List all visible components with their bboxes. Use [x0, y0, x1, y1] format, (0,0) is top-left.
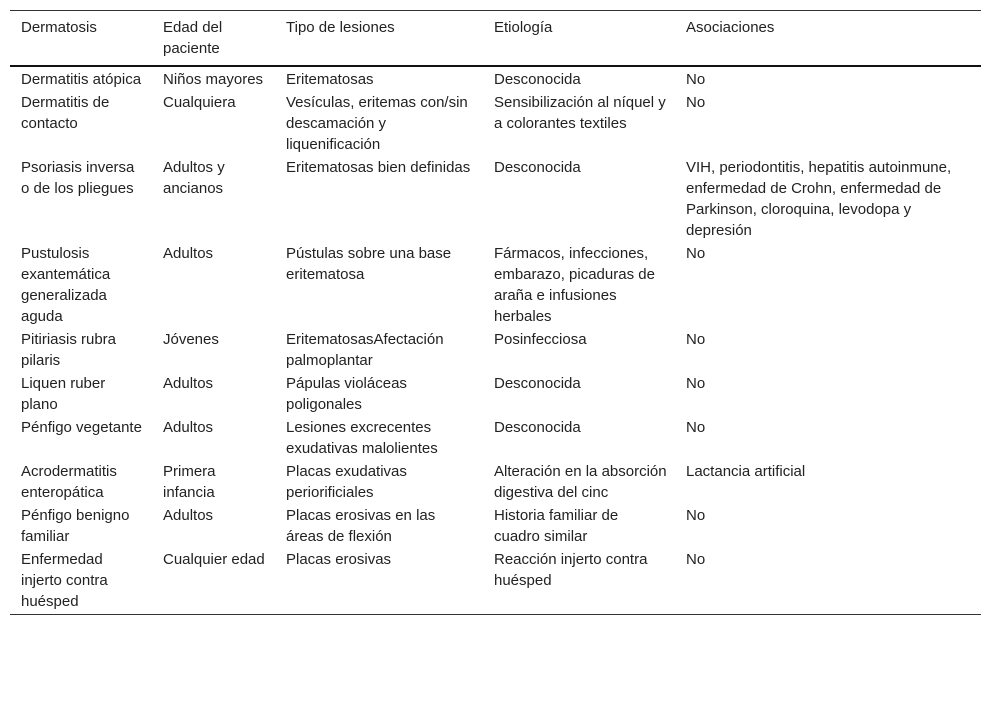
cell-dermatosis: Psoriasis inversa o de los pliegues — [21, 159, 135, 197]
cell-edad: Adultos — [163, 375, 214, 392]
cell-asociaciones: Lactancia artificial — [686, 463, 806, 480]
cell-dermatosis: Enfermedad injerto contra huésped — [21, 551, 108, 610]
cell-edad: Adultos — [163, 419, 214, 436]
cell-etiologia: Posinfecciosa — [494, 331, 587, 348]
cell-dermatosis: Liquen ruber plano — [21, 375, 106, 413]
cell-tipo-lesiones: Placas erosivas — [286, 551, 392, 568]
table-row — [10, 548, 981, 615]
cell-etiologia: Desconocida — [494, 375, 581, 392]
cell-dermatosis: Pitiriasis rubra pilaris — [21, 331, 117, 369]
cell-etiologia: Desconocida — [494, 71, 581, 88]
header-asociaciones: Asociaciones — [686, 19, 775, 36]
table-row — [10, 372, 981, 416]
cell-edad: Cualquier edad — [163, 551, 265, 568]
cell-etiologia: Reacción injerto contra huésped — [494, 551, 648, 589]
table-row — [10, 156, 981, 242]
cell-dermatosis: Acrodermatitis enteropática — [21, 463, 117, 501]
cell-tipo-lesiones: Eritematosas bien definidas — [286, 159, 471, 176]
table-row — [10, 504, 981, 548]
cell-tipo-lesiones: Lesiones excrecentes exudativas malolientes — [286, 419, 438, 457]
cell-etiologia: Desconocida — [494, 419, 581, 436]
table-row — [10, 416, 981, 460]
cell-etiologia: Desconocida — [494, 159, 581, 176]
cell-asociaciones: No — [686, 507, 706, 524]
cell-edad: Niños mayores — [163, 71, 264, 88]
cell-edad: Cualquiera — [163, 94, 236, 111]
cell-etiologia: Fármacos, infecciones, embarazo, picaduras de araña e infusiones herbales — [494, 245, 655, 325]
cell-etiologia: Alteración en la absorción digestiva del cinc — [494, 463, 667, 501]
header-dermatosis: Dermatosis — [21, 19, 97, 36]
cell-tipo-lesiones: Vesículas, eritemas con/sin descamación y liquenificación — [286, 94, 468, 153]
table-header — [10, 11, 981, 67]
header-edad: Edad del paciente — [163, 19, 223, 57]
cell-tipo-lesiones: Eritematosas — [286, 71, 374, 88]
cell-dermatosis: Pustulosis exantemática generalizada aguda — [21, 245, 111, 325]
table-row — [10, 66, 981, 91]
cell-asociaciones: No — [686, 245, 706, 262]
header-row — [10, 11, 981, 67]
cell-tipo-lesiones: Pústulas sobre una base eritematosa — [286, 245, 452, 283]
cell-dermatosis: Dermatitis atópica — [21, 71, 142, 88]
cell-edad: Adultos — [163, 507, 214, 524]
table-row — [10, 242, 981, 328]
cell-edad: Adultos y ancianos — [163, 159, 225, 197]
cell-dermatosis: Dermatitis de contacto — [21, 94, 110, 132]
cell-asociaciones: No — [686, 551, 706, 568]
dermatosis-table-container — [10, 10, 981, 615]
cell-dermatosis: Pénfigo vegetante — [21, 419, 142, 436]
dermatosis-table — [10, 10, 981, 615]
cell-etiologia: Sensibilización al níquel y a colorantes textiles — [494, 94, 666, 132]
cell-tipo-lesiones: EritematosasAfectación palmoplantar — [286, 331, 444, 369]
cell-asociaciones: No — [686, 419, 706, 436]
cell-etiologia: Historia familiar de cuadro similar — [494, 507, 619, 545]
cell-asociaciones: No — [686, 375, 706, 392]
table-row — [10, 328, 981, 372]
table-row — [10, 460, 981, 504]
cell-edad: Jóvenes — [163, 331, 219, 348]
table-body — [10, 66, 981, 615]
cell-tipo-lesiones: Placas erosivas en las áreas de flexión — [286, 507, 436, 545]
cell-asociaciones: No — [686, 71, 706, 88]
cell-dermatosis: Pénfigo benigno familiar — [21, 507, 130, 545]
cell-asociaciones: VIH, periodontitis, hepatitis autoinmune, enfermedad de Crohn, enfermedad de Parkinson, cloroquina, levodopa y depresión — [686, 159, 952, 239]
cell-asociaciones: No — [686, 94, 706, 111]
cell-asociaciones: No — [686, 331, 706, 348]
header-etiologia: Etiología — [494, 19, 553, 36]
cell-edad: Adultos — [163, 245, 214, 262]
header-tipo-lesiones: Tipo de lesiones — [286, 19, 395, 36]
table-row — [10, 91, 981, 156]
cell-tipo-lesiones: Placas exudativas periorificiales — [286, 463, 407, 501]
cell-edad: Primera infancia — [163, 463, 216, 501]
cell-tipo-lesiones: Pápulas violáceas poligonales — [286, 375, 407, 413]
